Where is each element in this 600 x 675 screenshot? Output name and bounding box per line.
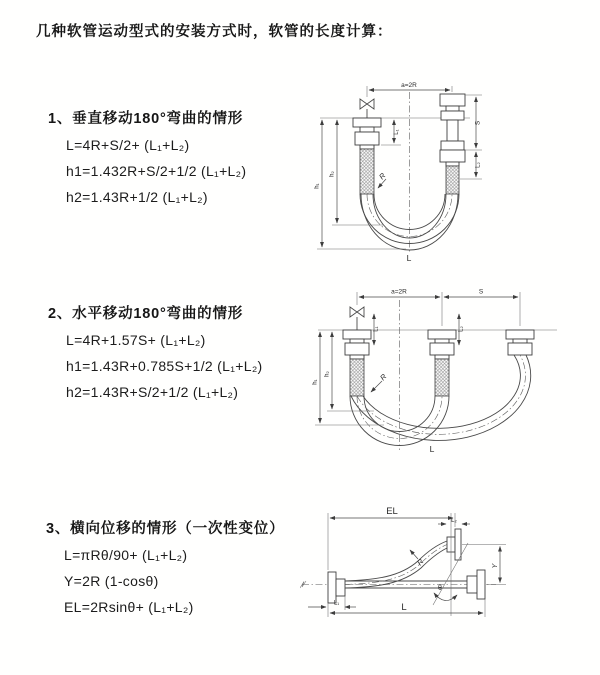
dim-label-theta: θ (438, 585, 442, 592)
dim-label-l1: L₁ (333, 600, 340, 607)
braid-section (435, 359, 449, 396)
horizontal-bend-diagram (312, 282, 562, 457)
dim-label-r: R (378, 372, 389, 383)
formula-line: EL=2Rsinθ+ (L₁+L₂) (64, 599, 194, 615)
braid-section (360, 149, 374, 194)
hose-fitting-left (343, 330, 371, 396)
radius-callout (377, 171, 388, 188)
dim-label-l: L (429, 444, 435, 454)
section-3-heading: 3、横向位移的情形（一次性变位） (46, 521, 285, 537)
dimension-el (328, 506, 455, 570)
dim-label-r: R (415, 557, 426, 568)
hose-fitting-middle (428, 330, 456, 396)
dimension-a2r (357, 289, 520, 327)
braid-section (446, 166, 459, 194)
dim-label-h2: h₂ (324, 371, 331, 377)
dim-label-h1: h₁ (312, 379, 319, 385)
formula-line: L=πRθ/90+ (L₁+L₂) (64, 547, 188, 563)
flange-right-displaced (447, 529, 461, 560)
dim-label-a2r: a=2R (391, 288, 407, 296)
dim-label-l2: L₂ (451, 518, 457, 524)
section-2 (48, 302, 328, 410)
vertical-bend-diagram (310, 78, 555, 263)
dim-label-l: L (406, 253, 412, 263)
lateral-displacement-diagram (300, 497, 600, 632)
radius-callout (371, 372, 389, 392)
dimension-s (460, 95, 482, 179)
flange-right-original (467, 570, 485, 599)
valve-icon (350, 307, 364, 330)
section-3 (46, 517, 326, 625)
dim-label-h1: h₁ (314, 183, 321, 189)
dimension-l (328, 599, 485, 617)
formula-line: L=4R+S/2+ (L₁+L₂) (66, 137, 190, 153)
hose-fitting-left (353, 118, 381, 194)
dim-label-l2: L₂ (458, 326, 465, 332)
formula-line: h1=1.432R+S/2+1/2 (L₁+L₂) (66, 163, 247, 179)
angle-theta (434, 585, 457, 601)
dimension-l1 (381, 120, 401, 145)
dim-label-el: EL (386, 506, 398, 517)
braid-section (350, 359, 364, 396)
dim-label-a2r: a=2R (401, 82, 417, 89)
dim-label-l2: L₂ (475, 162, 482, 168)
page-title: 几种软管运动型式的安装方式时，软管的长度计算： (36, 24, 393, 40)
formula-line: h2=1.43R+S/2+1/2 (L₁+L₂) (66, 384, 239, 400)
dimension-l1 (374, 314, 380, 345)
formula-line: h1=1.43R+0.785S+1/2 (L₁+L₂) (66, 358, 263, 374)
dim-label-h2: h₂ (329, 171, 336, 177)
formula-line: Y=2R (1-cosθ) (64, 573, 159, 589)
dim-label-l1: L₁ (373, 326, 380, 332)
formula-line: h2=1.43R+1/2 (L₁+L₂) (66, 189, 208, 205)
valve-icon (360, 99, 374, 118)
flange-left (328, 572, 345, 603)
section-1-heading: 1、垂直移动180°弯曲的情形 (48, 111, 244, 127)
dim-label-s: S (474, 120, 482, 126)
dim-label-y: Y (492, 563, 499, 569)
hose-fitting-right (506, 330, 534, 355)
dimension-l2 (438, 518, 470, 524)
formula-line: L=4R+1.57S+ (L₁+L₂) (66, 332, 206, 348)
dim-label-s: S (478, 288, 484, 296)
section-2-heading: 2、水平移动180°弯曲的情形 (48, 306, 244, 322)
section-1 (48, 107, 328, 215)
dim-label-l1: L₁ (394, 129, 400, 135)
radius-callout (410, 550, 426, 567)
dim-label-l: L (401, 602, 407, 613)
dimension-l2 (459, 314, 465, 345)
dim-label-r: R (377, 171, 388, 182)
